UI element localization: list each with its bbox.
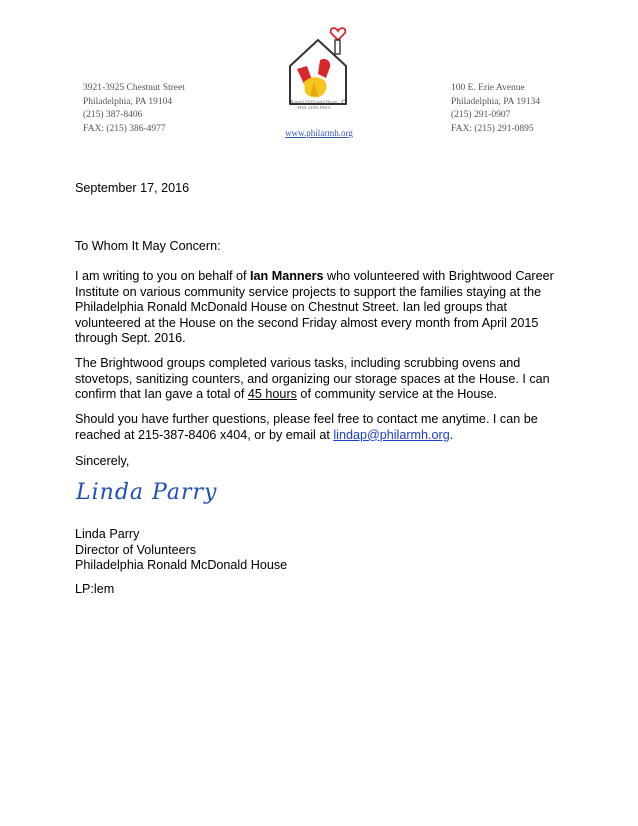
p3-text-b: . (449, 427, 454, 442)
p2-text-a: The Brightwood groups completed various tasks, including scrubbing ovens and stovetops, sanitizing counters, and organizing our storage spaces at the House. I can confirm that Ian gave a total of (75, 356, 550, 402)
p1-text-a: I am writing to you on behalf of (75, 269, 251, 283)
address-street: 3921-3925 Chestnut Street (83, 83, 185, 93)
address-fax: FAX: (215) 291-0895 (451, 123, 534, 134)
heart-icon (331, 28, 346, 40)
address-phone: (215) 291-0907 (451, 110, 511, 120)
paragraph-3 (75, 412, 575, 443)
signer-title: Director of Volunteers (75, 542, 197, 557)
signer-organization: Philadelphia Ronald McDonald House (75, 558, 288, 573)
p3-text-a: Should you have further questions, please feel free to contact me anytime. I can be reached at 215-387-8406 x404, or by email at (75, 412, 538, 442)
email-link[interactable]: lindap@philarmh.org (333, 427, 450, 442)
logo-line-2: PHILADELPHIA (297, 105, 331, 110)
letterhead-address-chestnut (83, 82, 185, 136)
paragraph-2 (75, 356, 575, 403)
hours-total: 45 hours (247, 387, 297, 402)
volunteer-name: Ian Manners (250, 269, 324, 283)
address-fax: FAX: (215) 386-4977 (83, 123, 166, 134)
signature-block (75, 527, 575, 574)
p2-text-b: of community service at the House. (296, 387, 498, 402)
p1-text-b: who volunteered with Brightwood Career Institute on various community service projects to support the families staying at the Philadelphia Ronald McDonald House on Chestnut Street. Ian led groups that volunteered at the House on the second Friday almost every month from April 2015 through Sept. 2016. (75, 269, 554, 346)
address-city: Philadelphia, PA 19134 (451, 96, 541, 107)
salutation: To Whom It May Concern: (75, 239, 221, 253)
letterhead-address-erie (451, 82, 540, 136)
logo-line-1: Ronald McDonald House (290, 99, 338, 104)
address-street: 100 E. Erie Avenue (451, 83, 525, 93)
address-city: Philadelphia, PA 19104 (83, 96, 173, 107)
logo-caption (281, 99, 347, 111)
reference-initials: LP:lem (75, 582, 115, 596)
closing: Sincerely, (75, 454, 130, 468)
address-phone: (215) 387-8406 (83, 110, 143, 120)
paragraph-1 (75, 269, 575, 347)
signature: Linda Parry (76, 480, 218, 505)
signer-name: Linda Parry (75, 527, 140, 541)
letter-date: September 17, 2016 (75, 181, 190, 195)
website-link[interactable]: www.philarmh.org (285, 128, 353, 138)
